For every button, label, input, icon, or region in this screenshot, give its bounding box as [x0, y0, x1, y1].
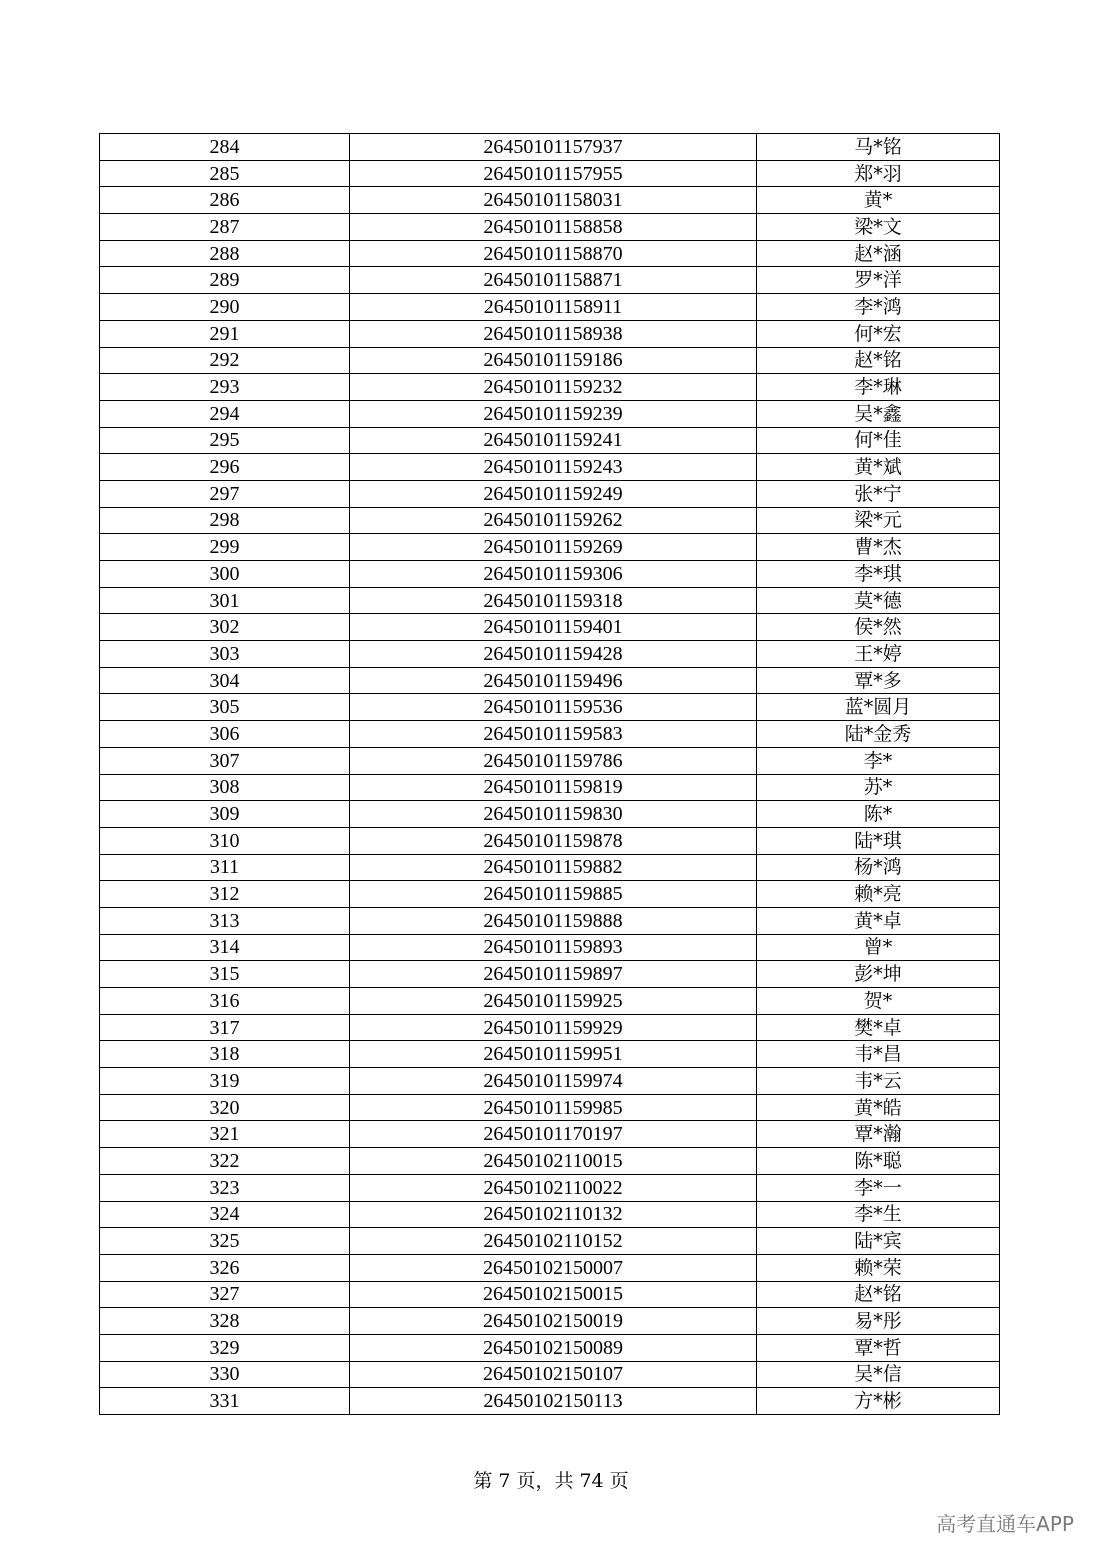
row-index: 298 [100, 507, 350, 534]
row-name: 黄*斌 [757, 454, 1000, 481]
row-index: 328 [100, 1308, 350, 1335]
row-index: 320 [100, 1094, 350, 1121]
row-index: 290 [100, 294, 350, 321]
row-exam-number: 26450102150019 [350, 1308, 757, 1335]
row-exam-number: 26450101157937 [350, 134, 757, 161]
row-index: 296 [100, 454, 350, 481]
row-name: 陆*金秀 [757, 721, 1000, 748]
row-name: 陈* [757, 801, 1000, 828]
row-name: 蓝*圆月 [757, 694, 1000, 721]
row-exam-number: 26450101159318 [350, 587, 757, 614]
watermark-text: 高考直通车APP [936, 1512, 1074, 1536]
student-list-table-wrapper [99, 133, 1000, 1415]
row-exam-number: 26450101159269 [350, 534, 757, 561]
row-name: 贺* [757, 988, 1000, 1015]
row-exam-number: 26450101159830 [350, 801, 757, 828]
row-index: 330 [100, 1361, 350, 1388]
table-row [100, 1388, 1000, 1415]
table-row [100, 1148, 1000, 1175]
row-exam-number: 26450101159929 [350, 1014, 757, 1041]
row-name: 吴*鑫 [757, 400, 1000, 427]
row-index: 286 [100, 187, 350, 214]
table-row [100, 1041, 1000, 1068]
row-index: 285 [100, 160, 350, 187]
row-index: 287 [100, 214, 350, 241]
row-index: 317 [100, 1014, 350, 1041]
row-name: 罗*洋 [757, 267, 1000, 294]
row-index: 325 [100, 1228, 350, 1255]
row-index: 313 [100, 907, 350, 934]
footer-suffix: 页 [609, 1470, 629, 1492]
table-body [100, 134, 1000, 1415]
table-row [100, 240, 1000, 267]
row-index: 311 [100, 854, 350, 881]
table-row [100, 1014, 1000, 1041]
row-name: 樊*卓 [757, 1014, 1000, 1041]
row-name: 陈*聪 [757, 1148, 1000, 1175]
table-row [100, 347, 1000, 374]
row-index: 302 [100, 614, 350, 641]
row-name: 何*佳 [757, 427, 1000, 454]
row-index: 284 [100, 134, 350, 161]
row-index: 331 [100, 1388, 350, 1415]
table-row [100, 267, 1000, 294]
row-name: 赵*铭 [757, 1281, 1000, 1308]
row-name: 黄*卓 [757, 907, 1000, 934]
row-exam-number: 26450101159241 [350, 427, 757, 454]
row-exam-number: 26450101158911 [350, 294, 757, 321]
row-index: 307 [100, 747, 350, 774]
row-index: 288 [100, 240, 350, 267]
table-row [100, 374, 1000, 401]
row-index: 315 [100, 961, 350, 988]
row-index: 292 [100, 347, 350, 374]
row-index: 294 [100, 400, 350, 427]
row-name: 王*婷 [757, 641, 1000, 668]
row-name: 李* [757, 747, 1000, 774]
row-name: 赵*铭 [757, 347, 1000, 374]
table-row [100, 961, 1000, 988]
row-exam-number: 26450101159882 [350, 854, 757, 881]
row-exam-number: 26450101157955 [350, 160, 757, 187]
row-name: 陆*琪 [757, 827, 1000, 854]
table-row [100, 427, 1000, 454]
row-exam-number: 26450101159243 [350, 454, 757, 481]
table-row [100, 214, 1000, 241]
row-index: 297 [100, 480, 350, 507]
footer-page-number: 7 [498, 1470, 511, 1492]
table-row [100, 480, 1000, 507]
footer-total-pages: 74 [579, 1470, 604, 1492]
row-name: 梁*文 [757, 214, 1000, 241]
row-index: 304 [100, 667, 350, 694]
row-exam-number: 26450101159974 [350, 1068, 757, 1095]
table-row [100, 320, 1000, 347]
row-exam-number: 26450101159186 [350, 347, 757, 374]
row-index: 309 [100, 801, 350, 828]
row-name: 赵*涵 [757, 240, 1000, 267]
row-exam-number: 26450102150113 [350, 1388, 757, 1415]
row-index: 321 [100, 1121, 350, 1148]
row-index: 293 [100, 374, 350, 401]
table-row [100, 801, 1000, 828]
row-name: 彭*坤 [757, 961, 1000, 988]
row-name: 易*彤 [757, 1308, 1000, 1335]
row-exam-number: 26450101159232 [350, 374, 757, 401]
table-row [100, 694, 1000, 721]
row-index: 310 [100, 827, 350, 854]
row-index: 299 [100, 534, 350, 561]
row-index: 324 [100, 1201, 350, 1228]
row-exam-number: 26450101159306 [350, 561, 757, 588]
row-index: 316 [100, 988, 350, 1015]
row-name: 韦*云 [757, 1068, 1000, 1095]
row-exam-number: 26450101159885 [350, 881, 757, 908]
table-row [100, 1308, 1000, 1335]
row-exam-number: 26450101159249 [350, 480, 757, 507]
table-row [100, 934, 1000, 961]
row-exam-number: 26450101158871 [350, 267, 757, 294]
table-row [100, 187, 1000, 214]
row-exam-number: 26450101159536 [350, 694, 757, 721]
row-exam-number: 26450101170197 [350, 1121, 757, 1148]
row-name: 覃*瀚 [757, 1121, 1000, 1148]
table-row [100, 1201, 1000, 1228]
table-row [100, 134, 1000, 161]
row-name: 覃*多 [757, 667, 1000, 694]
table-row [100, 854, 1000, 881]
row-name: 李*生 [757, 1201, 1000, 1228]
row-exam-number: 26450102150089 [350, 1334, 757, 1361]
table-row [100, 587, 1000, 614]
table-row [100, 534, 1000, 561]
row-index: 327 [100, 1281, 350, 1308]
row-exam-number: 26450101159239 [350, 400, 757, 427]
row-index: 295 [100, 427, 350, 454]
row-name: 韦*昌 [757, 1041, 1000, 1068]
table-row [100, 881, 1000, 908]
row-name: 何*宏 [757, 320, 1000, 347]
row-exam-number: 26450101159401 [350, 614, 757, 641]
table-row [100, 907, 1000, 934]
row-exam-number: 26450102110152 [350, 1228, 757, 1255]
row-name: 黄* [757, 187, 1000, 214]
row-index: 323 [100, 1174, 350, 1201]
row-index: 300 [100, 561, 350, 588]
table-row [100, 1254, 1000, 1281]
row-exam-number: 26450102110132 [350, 1201, 757, 1228]
row-exam-number: 26450101158858 [350, 214, 757, 241]
table-row [100, 1068, 1000, 1095]
row-index: 289 [100, 267, 350, 294]
row-name: 侯*然 [757, 614, 1000, 641]
row-index: 329 [100, 1334, 350, 1361]
row-name: 梁*元 [757, 507, 1000, 534]
student-list-table [99, 133, 1000, 1415]
table-row [100, 1121, 1000, 1148]
table-row [100, 1094, 1000, 1121]
row-index: 312 [100, 881, 350, 908]
row-name: 李*鸿 [757, 294, 1000, 321]
table-row [100, 1174, 1000, 1201]
table-row [100, 988, 1000, 1015]
row-exam-number: 26450101158870 [350, 240, 757, 267]
row-name: 赖*荣 [757, 1254, 1000, 1281]
row-exam-number: 26450101158031 [350, 187, 757, 214]
row-name: 方*彬 [757, 1388, 1000, 1415]
row-exam-number: 26450101159428 [350, 641, 757, 668]
row-index: 291 [100, 320, 350, 347]
table-row [100, 160, 1000, 187]
row-exam-number: 26450101159496 [350, 667, 757, 694]
row-index: 305 [100, 694, 350, 721]
table-row [100, 1361, 1000, 1388]
row-exam-number: 26450101159819 [350, 774, 757, 801]
table-row [100, 1334, 1000, 1361]
row-index: 319 [100, 1068, 350, 1095]
row-exam-number: 26450101159583 [350, 721, 757, 748]
table-row [100, 747, 1000, 774]
table-row [100, 1228, 1000, 1255]
table-row [100, 774, 1000, 801]
row-exam-number: 26450101159262 [350, 507, 757, 534]
row-exam-number: 26450102110015 [350, 1148, 757, 1175]
row-index: 326 [100, 1254, 350, 1281]
row-index: 306 [100, 721, 350, 748]
row-index: 301 [100, 587, 350, 614]
table-row [100, 294, 1000, 321]
row-name: 李*琪 [757, 561, 1000, 588]
table-row [100, 400, 1000, 427]
table-row [100, 454, 1000, 481]
footer-prefix: 第 [473, 1470, 493, 1492]
row-exam-number: 26450102150007 [350, 1254, 757, 1281]
row-name: 曹*杰 [757, 534, 1000, 561]
row-name: 莫*德 [757, 587, 1000, 614]
table-row [100, 614, 1000, 641]
row-exam-number: 26450101159878 [350, 827, 757, 854]
row-name: 黄*皓 [757, 1094, 1000, 1121]
row-name: 杨*鸿 [757, 854, 1000, 881]
row-name: 李*琳 [757, 374, 1000, 401]
row-name: 吴*信 [757, 1361, 1000, 1388]
page-footer [0, 1466, 1102, 1493]
row-name: 郑*羽 [757, 160, 1000, 187]
table-row [100, 667, 1000, 694]
row-name: 苏* [757, 774, 1000, 801]
row-exam-number: 26450101158938 [350, 320, 757, 347]
row-exam-number: 26450102150015 [350, 1281, 757, 1308]
table-row [100, 641, 1000, 668]
table-row [100, 561, 1000, 588]
table-row [100, 827, 1000, 854]
row-exam-number: 26450102110022 [350, 1174, 757, 1201]
table-row [100, 721, 1000, 748]
row-index: 322 [100, 1148, 350, 1175]
row-index: 314 [100, 934, 350, 961]
row-exam-number: 26450102150107 [350, 1361, 757, 1388]
row-name: 张*宁 [757, 480, 1000, 507]
row-exam-number: 26450101159786 [350, 747, 757, 774]
row-exam-number: 26450101159951 [350, 1041, 757, 1068]
row-name: 覃*哲 [757, 1334, 1000, 1361]
row-index: 308 [100, 774, 350, 801]
table-row [100, 1281, 1000, 1308]
row-exam-number: 26450101159925 [350, 988, 757, 1015]
row-exam-number: 26450101159888 [350, 907, 757, 934]
row-index: 318 [100, 1041, 350, 1068]
row-exam-number: 26450101159985 [350, 1094, 757, 1121]
row-exam-number: 26450101159893 [350, 934, 757, 961]
row-name: 马*铭 [757, 134, 1000, 161]
footer-middle: 页，共 [516, 1470, 574, 1492]
row-exam-number: 26450101159897 [350, 961, 757, 988]
row-name: 陆*宾 [757, 1228, 1000, 1255]
row-index: 303 [100, 641, 350, 668]
row-name: 李*一 [757, 1174, 1000, 1201]
row-name: 曾* [757, 934, 1000, 961]
row-name: 赖*亮 [757, 881, 1000, 908]
table-row [100, 507, 1000, 534]
